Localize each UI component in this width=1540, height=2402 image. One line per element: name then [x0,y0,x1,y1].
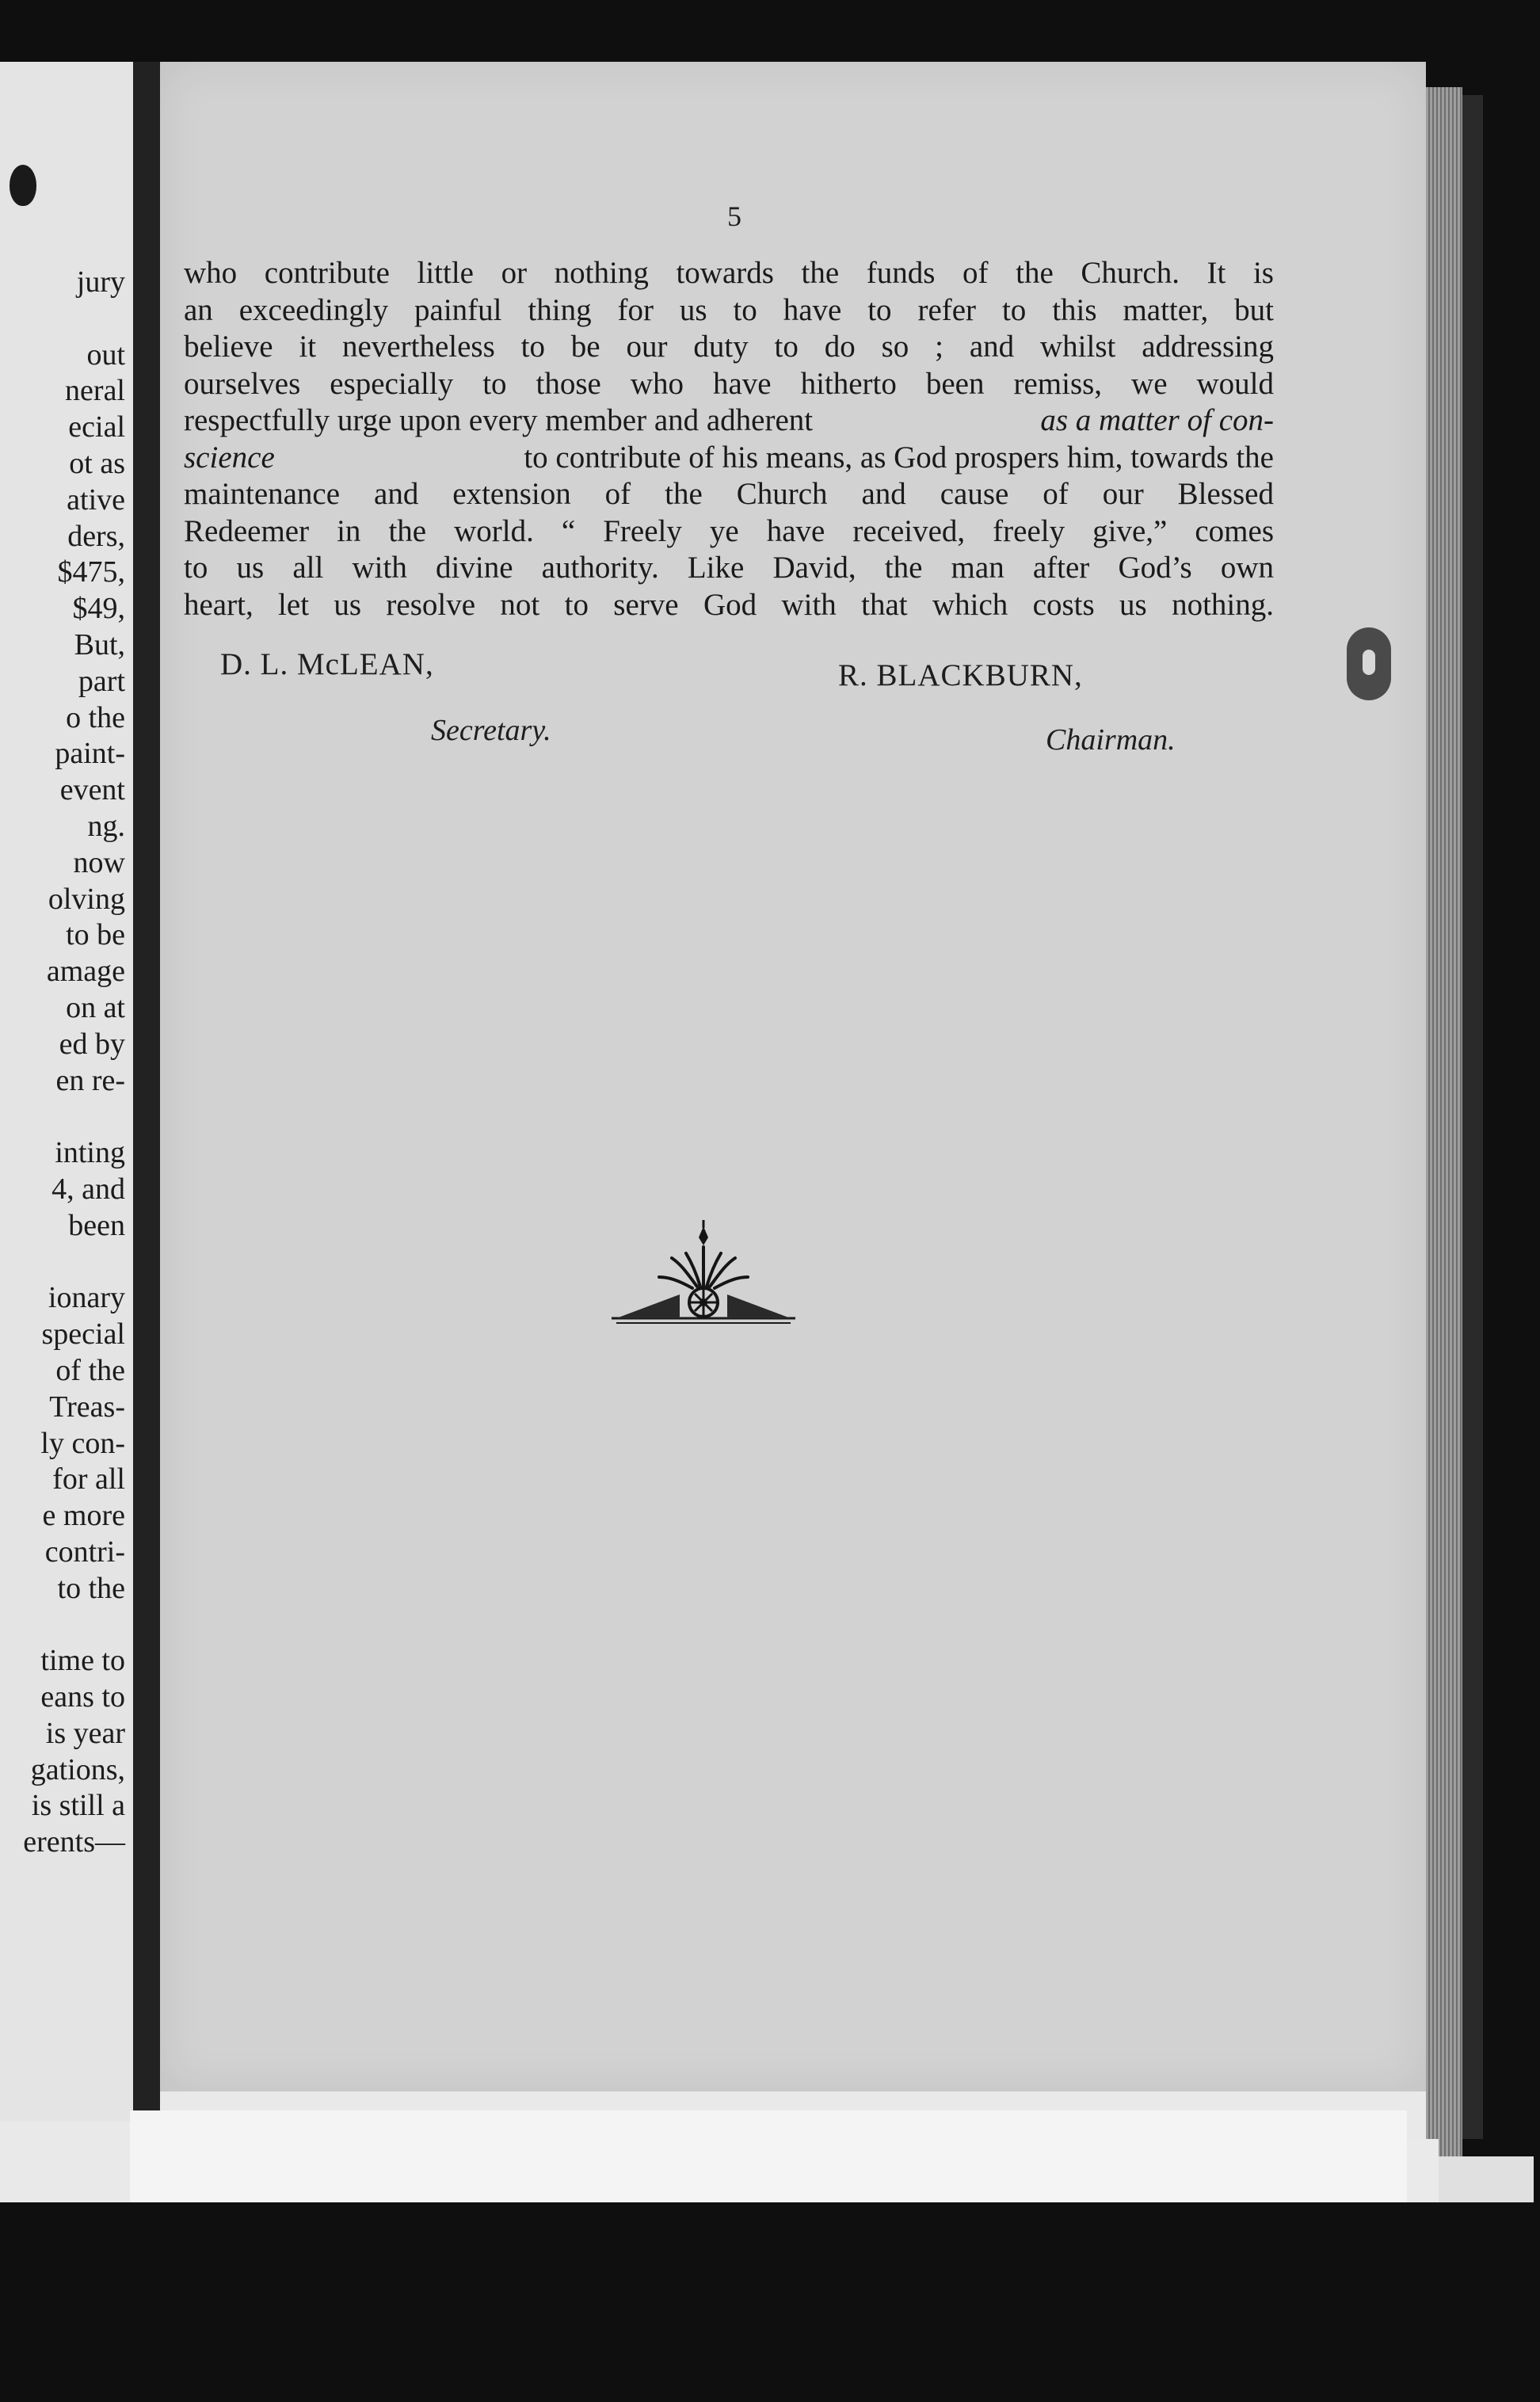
left-page-fragment: to be [66,918,125,952]
left-page-fragment: jury [76,265,125,299]
left-page-fragment: $49, [72,592,125,626]
left-page-fragment: ders, [67,519,125,553]
body-paragraph [184,255,1274,623]
body-line-5 [184,402,1274,440]
body-line-8: Redeemer in the world. “ Freely ye have received, freely give,” comes [184,513,1274,548]
left-page-fragment: contri- [44,1535,125,1569]
left-page-fragment: e more [42,1499,125,1533]
left-page-fragment: amage [46,955,125,989]
body-line-6-text: to contribute of his means, as God prospers him, towards the [524,440,1274,475]
left-page-fragment: ed by [59,1027,125,1061]
left-page-fragment: event [59,773,125,807]
page-number: 5 [727,200,741,232]
left-page-fragment: out [86,337,125,372]
page-stack-edge [1426,87,1462,2163]
body-line-9: to us all with divine authority. Like David, the man after God’s own [184,551,1274,585]
body-line-1: who contribute little or nothing towards the funds of the Church. It is [184,256,1274,290]
left-page-fragment: Treas- [49,1390,125,1424]
left-page-fragment [0,1607,125,1643]
left-page-fragment: time to [40,1644,125,1678]
body-line-3: believe it nevertheless to be our duty to do so ; and whilst addressing [184,330,1274,364]
left-page-fragment: gations, [30,1752,125,1786]
body-line-4: ourselves especially to those who have hitherto been remiss, we would [184,366,1274,401]
left-page-fragment: 4, and [51,1172,125,1206]
left-page-fragment: ionary [48,1281,125,1315]
book-cover-edge [1462,95,1483,2139]
left-page-fragment: eans to [40,1680,125,1714]
body-line-10: heart, let us resolve not to serve God with that which costs us nothing. [184,587,1274,622]
left-page-fragment: been [68,1208,125,1242]
printers-ornament-icon [608,1218,799,1334]
left-page-fragment: now [73,845,125,879]
left-page-fragment [0,1099,125,1135]
left-page-fragment: But, [74,627,125,662]
left-page-fragment: $475, [57,555,125,589]
thumb-tab-icon [1347,627,1391,700]
left-page-fragment: to the [57,1571,125,1605]
body-line-6 [184,440,1274,477]
left-page-fragment: o the [66,700,125,734]
left-page-fragment: ecial [68,410,125,444]
book-gutter [133,62,160,2122]
main-page [160,62,1426,2091]
secretary-title: Secretary. [431,714,551,747]
left-page-fragment: for all [52,1462,125,1496]
left-page-fragment: ly con- [40,1426,125,1460]
left-page-fragment: neral [65,374,125,408]
left-page-fragment: ng. [87,809,125,843]
left-page-fragment: erents— [23,1825,125,1859]
left-page-fragment: ot as [69,446,125,480]
body-line-7: maintenance and extension of the Church and cause of our Blessed [184,477,1274,511]
left-page-fragment: is year [45,1716,125,1750]
left-page-fragment: en re- [55,1063,125,1097]
chairman-name: R. BLACKBURN, [838,658,1083,692]
scan-border-bottom [0,2202,1540,2402]
left-page-fragment: inting [55,1136,125,1170]
left-page-text-column [0,265,125,1861]
left-page-fragment: paint- [55,737,125,771]
left-page-fragment: special [41,1317,125,1352]
left-page-fragment: ative [67,482,125,517]
chairman-title: Chairman. [1046,723,1176,757]
left-page-fragment [0,301,125,337]
left-page-fragment [0,1245,125,1281]
italic-phrase-continued: science [184,440,275,475]
body-line-2: an exceedingly painful thing for us to have to refer to this matter, but [184,292,1274,327]
secretary-name: D. L. McLEAN, [220,647,434,681]
scan-border-top [0,0,1540,62]
body-line-5-text: respectfully urge upon every member and adherent [184,403,814,437]
left-page-fragment: part [78,664,125,698]
italic-phrase: as a matter of con- [1040,403,1274,437]
left-page-fragment: on at [66,990,125,1024]
left-page-fragment: is still a [31,1789,125,1823]
ink-blot [10,165,36,206]
left-page-fragment: of the [55,1353,125,1387]
left-adjacent-page [0,62,133,2122]
left-page-fragment: olving [48,882,125,916]
